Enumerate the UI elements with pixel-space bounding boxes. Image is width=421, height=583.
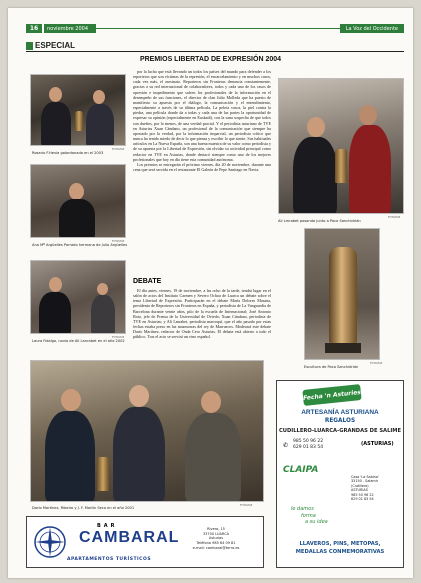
photo-caption: Darío Martínez, Ribeiro y J. F. Martín Seco en el año 2001	[32, 506, 135, 510]
photo-credit: FOTOVOZ	[370, 362, 383, 365]
photo-fidalgo	[30, 260, 126, 334]
bar-label: BAR	[97, 523, 118, 529]
newspaper-page	[8, 8, 413, 578]
photo-credit: FOTOVOZ	[240, 504, 253, 507]
article-paragraph: Los premios se entregarán el próximo viernes, día 20 de noviembre, durante una cena que será servida en el restaurante El Galeón de Pepe Santiago en Navia.	[133, 161, 271, 172]
photo-caption: Laura Fidalgo, novia de Ali Lanrabet en el año 2002	[32, 339, 125, 343]
ad-title: ARTESANÍA ASTURIANA	[301, 409, 379, 416]
page-number: 16	[26, 24, 42, 33]
photo-hevia	[30, 74, 126, 146]
ad-artesania	[276, 380, 404, 568]
page-header	[26, 24, 404, 33]
shop-line: (Cudillero)	[351, 483, 369, 488]
brand-subtitle: APARTAMENTOS TURÍSTICOS	[67, 557, 152, 562]
ad-title-2: REGALOS	[324, 418, 356, 424]
photo-credit: FOTOVOZ	[112, 148, 125, 151]
header-rule	[96, 28, 340, 29]
ad-slogan	[291, 506, 328, 526]
shop-line: Casa 'La Sabina'	[351, 475, 379, 479]
section-rule	[26, 51, 404, 52]
issue-date: noviembre 2004	[44, 24, 96, 33]
article-column-2	[133, 288, 271, 350]
photo-arguelles	[30, 164, 126, 238]
phone-number: 985 50 96 22	[293, 439, 324, 444]
photo-lmrabet	[278, 78, 404, 214]
photo-caption: Ana Mª Argüelles Parrado hermana de Julio Argüelles	[32, 243, 128, 247]
photo-credit: FOTOVOZ	[112, 336, 125, 339]
claipa-logo: CLAIPA	[283, 465, 319, 475]
slogan-line: le damos	[291, 506, 314, 512]
article-paragraph: por la lucha que está llevando un todos los países del mundo para defender a los reporteros que son víctimas de la represión, el encarcelamiento y en muchos casos, cada vez más, el asesinato. Reporteros sin Fronteras denuncia constantemente, gracias a su red internacional de colaboradores, todos y cada uno de los casos de opresión e impedimento que sufren los profesionales de la información en el desempeño de sus funciones, el director de clan Julio Molleda que ha puesto de manifiesto su apuesta por el diálogo, la comunicación y el entendimiento, especialmente a través de su última película, La pelota vasca, la piel contra la piedra, una película donde da a todas y cada una de las partes la oportunidad de expresar su opinión (especialmente en Euskadi), con la sana sospecha de que todos son dueños, por lo menos, de una verdad parcial. Y el periodista asturiano de TVE en Asturias Xuan Cándano, un profesional de la comunicación que siempre ha apostado por la verdad, por la información imparcial, un periodista crítico que nunca ha tenido miedo de decir lo que piensa y escribir lo que siente. Sus habituales artículos en La Nueva España, son una buena muestra de su valor como periodista y de su apuesta por la Libertad de Expresión, sin olvidar su actividad principal como redactor en TVE en Asturias, donde destacó siempre como uno de los mejores profesionales que hoy en día tiene esta comunidad autónoma.	[133, 69, 271, 162]
shop-line: 985 50 96 22	[351, 492, 374, 497]
photo-caption: Escultura de Paco Sanchidrián	[304, 365, 359, 369]
shop-line: 629 01 83 54	[351, 497, 374, 502]
brand-name: CAMBARAL	[79, 529, 180, 546]
address-line: Asturias	[208, 536, 224, 541]
ad-products-2: MEDALLAS CONMEMORATIVAS	[295, 549, 385, 555]
compass-emblem-icon	[33, 523, 67, 561]
photo-sculpture	[304, 228, 380, 360]
photo-credit: FOTOVOZ	[388, 216, 401, 219]
shop-line: ASTURIAS	[351, 488, 368, 493]
address-line: 33700 LUARCA	[202, 531, 230, 536]
ad-locations: CUDILLERO-LUARCA-GRANDAS DE SALIME	[278, 428, 402, 434]
ad-products-1: LLAVEROS, PINS, METOPAS,	[299, 541, 381, 547]
photo-martinez	[30, 360, 264, 502]
ad-tag: Fecha 'n Asturies	[302, 384, 361, 406]
photo-caption: Rosario F.Hevia galardonada en el 2003	[32, 151, 104, 155]
address-line: Rivero, 15	[207, 527, 225, 531]
article-column-1	[133, 69, 271, 277]
address-line: Teléfono 985 64 09 81	[196, 541, 236, 546]
debate-heading: DEBATE	[133, 278, 162, 285]
ad-cambaral	[26, 516, 264, 568]
phone-block	[293, 439, 323, 451]
phone-icon: ✆	[283, 442, 289, 449]
address-line: e-mail: cambaral@terra.es	[192, 545, 240, 550]
photo-caption: Ali Lmrabet posando junto a Paco Sanchidrián	[278, 219, 361, 223]
shop-address	[351, 475, 379, 502]
address-block	[185, 527, 247, 551]
phone-number: 629 01 83 54	[293, 444, 324, 450]
region-label: (ASTURIAS)	[361, 441, 394, 447]
article-kicker: PREMIOS LIBERTAD DE EXPRESIÓN 2004	[139, 56, 282, 63]
article-paragraph: El día antes, viernes, 19 de noviembre, a las ocho de la tarde, tendrá lugar en el salón de actos del Instituto Carmen y Severo Ochoa de Luarca un debate sobre el tema Libertad de Expresión. Participarán en el debate María Dolores Masana, presidenta de Reporteros sin Fronteras en España, y periodista de La Vanguardia de Barcelona durante veinte años, pilo de la escuela de Internacional; José Antonio Boto, jefe de Prensa de la Universidad de Oviedo; Xuan Cándano, periodista de TVE en Asturias; y Ali Lmrabet, periodista marroquí, que el año pasado por estas fechas estaba preso en las mazmorras del rey de Marruecos. Moderará este debate Darío Martínez, redactor de Onda Cero Asturias. El debate está abierto a todo el público. Tras el acto se servirá un vino español.	[133, 288, 271, 340]
section-marker	[26, 42, 33, 50]
slogan-line: a su idea	[305, 519, 328, 525]
section-name: ESPECIAL	[35, 41, 76, 50]
shop-line: 33150 - Salamir	[351, 479, 379, 484]
photo-credit: FOTOVOZ	[112, 240, 125, 243]
section-header	[26, 41, 75, 50]
slogan-line: forma	[301, 512, 316, 519]
publication-name: La Voz del Occidente	[340, 24, 404, 33]
